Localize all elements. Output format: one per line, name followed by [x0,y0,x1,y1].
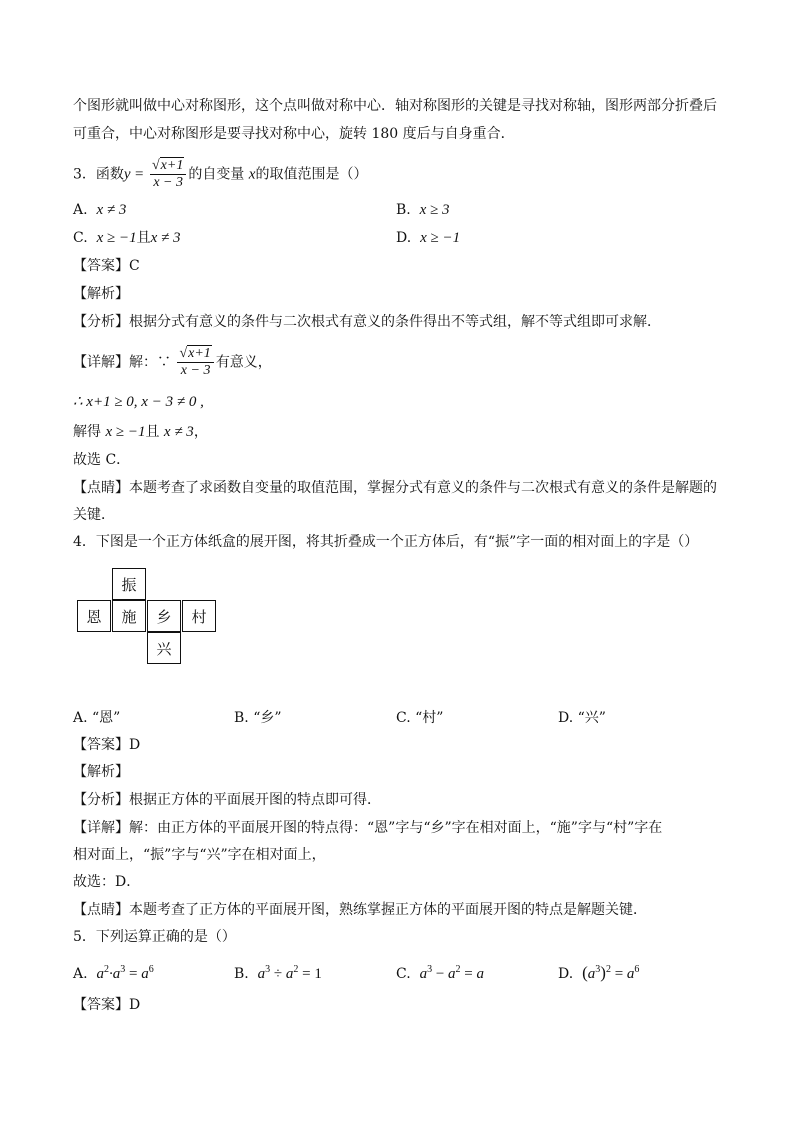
q4-xiangjie-1 [73,818,662,838]
option-text: x ≥ 3 [419,202,450,218]
cube-net-figure [77,568,217,668]
q3-detail-denominator: x − 3 [180,363,211,378]
net-cell-row-1: 恩 [77,600,111,632]
option-label: B. [234,710,249,726]
option-text: x ≠ 3 [150,230,181,246]
q4-option-d [558,708,606,728]
option-math: $a^3 \div a^2 = 1$ [257,964,322,982]
xiangjie-text-b: 有意义， [215,354,272,371]
option-label: A. [73,966,88,982]
option-math: $a^2\cdot a^3 = a^6$ [96,964,154,982]
q4-dianjing [73,900,647,920]
q3-step-1: ∴ x+1 ≥ 0, x − 3 ≠ 0 , [73,394,204,410]
option-label: D. [558,710,574,726]
net-cell-bottom: 兴 [147,632,181,664]
q4-xiangjie-2: 相对面上，“振”字与“兴”字在相对面上， [73,847,326,863]
option-label: D. [558,966,574,982]
q4-answer [73,735,140,755]
step2-math-d: x ≠ 3 [163,424,194,440]
answer-tag: 【答案】 [73,737,129,753]
option-label: C. [396,710,411,726]
dianjing-tag: 【点睛】 [73,902,129,918]
q3-option-d [396,228,460,248]
q5-option-b [234,960,322,984]
q3-detail-numerator: x+1 [188,346,211,361]
q3-question [73,158,367,191]
q3-jiexi: 【解析】 [73,286,129,302]
q4-option-a [73,708,120,728]
option-text: x ≥ −1 [96,230,137,246]
q3-dianjing-2: 关键． [73,507,115,523]
q4-option-b [234,708,282,728]
option-text: “兴” [577,710,606,726]
net-cell-row-4: 村 [182,600,216,632]
fenxi-tag: 【分析】 [73,792,129,808]
q5-option-c [396,960,484,984]
q4-question: 4．下图是一个正方体纸盒的展开图，将其折叠成一个正方体后，有“振”字一面的相对面上的字是（） [73,534,699,550]
option-math: $a^3 - a^2 = a$ [419,964,485,982]
xiangjie-text: 解：由正方体的平面展开图的特点得：“恩”字与“乡”字在相对面上，“施”字与“村”字在 [129,820,663,836]
q4-fenxi [73,790,381,810]
q5-question: 5．下列运算正确的是（） [73,929,236,945]
xiangjie-text-a: 解：∵ [129,354,171,371]
option-text: x ≥ −1 [420,230,461,246]
option-label: B. [234,966,249,982]
step2-and: 且 [145,424,160,440]
q3-y: y [123,166,131,183]
q3-fenxi [73,312,661,332]
option-text: “村” [415,710,444,726]
option-text: “恩” [92,710,121,726]
option-label: C. [396,966,411,982]
q3-variable: x [248,166,256,183]
q3-suffix-a: 的自变量 [188,166,245,183]
q3-option-c [73,228,180,248]
intro-line-1: 个图形就叫做中心对称图形，这个点叫做对称中心．轴对称图形的关键是寻找对称轴，图形两部分折叠后 [73,98,717,114]
option-text: “乡” [253,710,282,726]
q3-answer [73,256,140,276]
fenxi-tag: 【分析】 [73,314,129,330]
dianjing-tag: 【点睛】 [73,480,129,496]
q3-detail-fraction: $\frac{√x+1}{x - 3}$ [177,346,213,379]
answer-value: C [129,258,140,274]
step2-comma: ， [193,424,208,440]
q3-fraction: $\frac{√x+1}{x - 3}$ [150,158,186,191]
fenxi-text: 根据分式有意义的条件与二次根式有意义的条件得出不等式组，解不等式组即可求解． [129,314,661,330]
step2-math-b: x ≥ −1 [105,424,146,440]
q3-option-b [396,200,450,220]
q3-number: 3．函数 [73,166,124,183]
q3-xiangjie [73,346,272,379]
q5-option-d [558,960,639,984]
q3-denominator: x − 3 [153,175,183,190]
dianjing-text: 本题考查了求函数自变量的取值范围，掌握分式有意义的条件与二次根式有意义的条件是解题的 [129,480,717,496]
option-label: D. [396,230,412,246]
q3-suffix-b: 的取值范围是（） [255,166,368,183]
step2-text-a: 解得 [73,424,101,440]
q3-dianjing-1 [73,478,717,498]
option-label: B. [396,202,411,218]
option-label: C. [73,230,88,246]
intro-line-2: 可重合，中心对称图形是要寻找对称中心，旋转 180 度后与自身重合． [73,126,515,142]
q3-eq: = [135,166,144,183]
q5-answer [73,995,140,1015]
xiangjie-tag: 【详解】 [73,354,129,371]
option-and: 且 [136,230,151,246]
dianjing-text: 本题考查了正方体的平面展开图，熟练掌握正方体的平面展开图的特点是解题关键． [129,902,647,918]
answer-tag: 【答案】 [73,258,129,274]
q4-jiexi: 【解析】 [73,764,129,780]
option-label: A. [73,202,88,218]
option-text: x ≠ 3 [96,202,127,218]
q3-choice: 故选 C． [73,452,131,468]
q3-numerator: x+1 [160,158,184,173]
q5-option-a [73,960,154,984]
net-cell-row-3: 乡 [147,600,181,632]
option-math: $(a^3)^2 = a^6$ [582,963,640,982]
answer-tag: 【答案】 [73,997,129,1013]
q3-step-2 [73,422,208,442]
xiangjie-tag: 【详解】 [73,820,129,836]
q3-option-a [73,200,126,220]
q4-choice: 故选：D． [73,874,141,890]
option-label: A. [73,710,88,726]
net-cell-top: 振 [112,568,146,600]
q4-option-c [396,708,443,728]
answer-value: D [129,997,141,1013]
fenxi-text: 根据正方体的平面展开图的特点即可得． [129,792,381,808]
answer-value: D [129,737,141,753]
net-cell-row-2: 施 [112,600,146,632]
